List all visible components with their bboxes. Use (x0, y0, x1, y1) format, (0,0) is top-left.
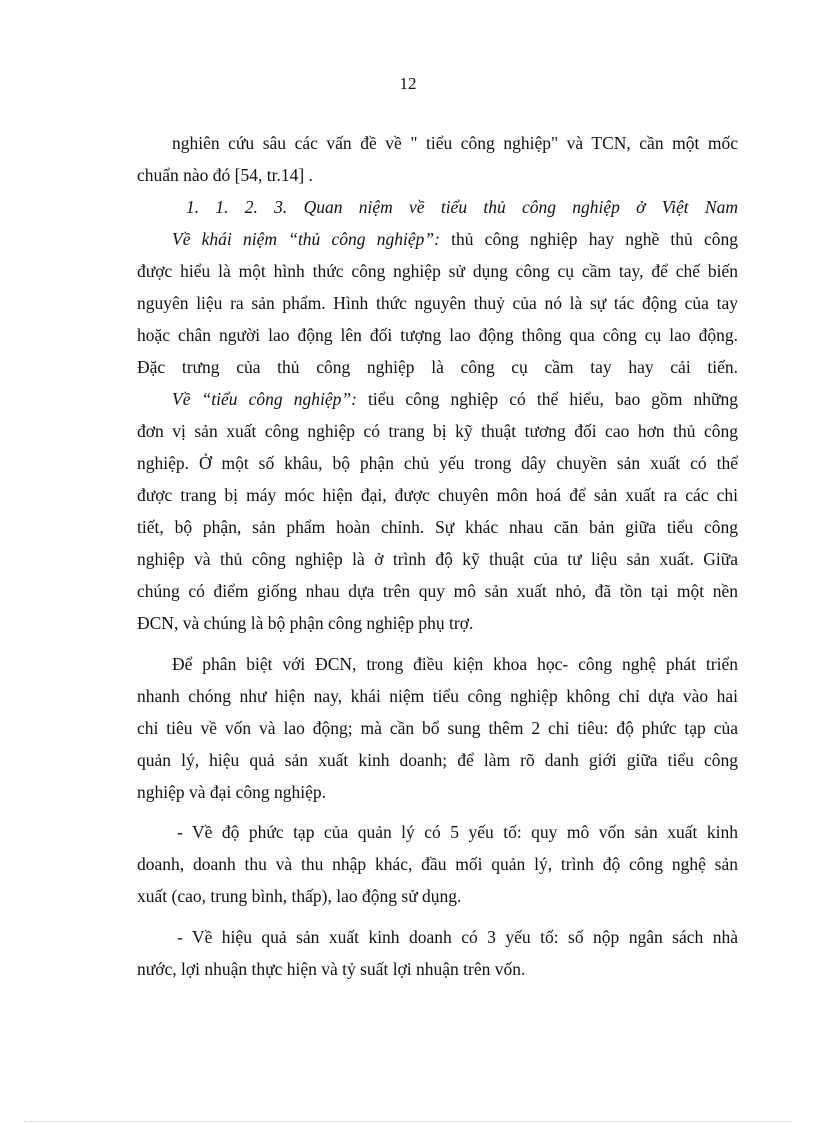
text-line: doanh, doanh thu và thu nhập khác, đầu mối quản lý, trình độ công nghệ sản (137, 854, 738, 874)
italic-term: Về khái niệm “thủ công nghiệp”: (172, 229, 440, 249)
text-line: được hiểu là một hình thức công nghiệp sử dụng công cụ cầm tay, để chế biến (137, 261, 738, 281)
text-line: xuất (cao, trung bình, thấp), lao động sử dụng. (137, 886, 462, 906)
text-run: thủ công nghiệp hay nghề thủ công (439, 229, 738, 249)
text-line (172, 389, 738, 409)
page-bottom-rule (24, 1121, 792, 1122)
section-heading: 1. 1. 2. 3. Quan niệm về tiểu thủ công nghiệp ở Việt Nam (186, 197, 738, 217)
text-line: đơn vị sản xuất công nghiệp có trang bị kỹ thuật tương đối cao hơn thủ công (137, 421, 738, 441)
text-line: tiết, bộ phận, sản phẩm hoàn chỉnh. Sự khác nhau căn bản giữa tiểu công (137, 517, 738, 537)
text-line: nước, lợi nhuận thực hiện và tỷ suất lợi nhuận trên vốn. (137, 959, 526, 979)
text-line: nguyên liệu ra sản phẩm. Hình thức nguyên thuỷ của nó là sự tác động của tay (137, 293, 738, 313)
page-number: 12 (399, 74, 417, 93)
italic-term: Về “tiểu công nghiệp”: (172, 389, 357, 409)
text-line: được trang bị máy móc hiện đại, được chuyên môn hoá để sản xuất ra các chi (137, 485, 738, 505)
text-line: nghiệp và thủ công nghiệp là ở trình độ kỹ thuật của tư liệu sản xuất. Giữa (137, 549, 738, 569)
text-line: Đặc trưng của thủ công nghiệp là công cụ cầm tay hay cải tiến. (137, 357, 738, 377)
text-run: tiểu công nghiệp có thể hiểu, bao gồm những (356, 389, 739, 409)
text-line: - Về độ phức tạp của quản lý có 5 yếu tố: quy mô vốn sản xuất kinh (177, 822, 738, 842)
text-line: chuẩn nào đó [54, tr.14] . (137, 165, 313, 185)
text-line: nghiệp. Ở một số khâu, bộ phận chủ yếu trong dây chuyền sản xuất có thể (137, 453, 738, 473)
text-line: - Về hiệu quả sản xuất kinh doanh có 3 yếu tố: số nộp ngân sách nhà (177, 927, 738, 947)
text-line: ĐCN, và chúng là bộ phận công nghiệp phụ trợ. (137, 613, 474, 633)
text-line: nghiên cứu sâu các vấn đề về " tiểu công nghiệp" và TCN, cần một mốc (172, 133, 738, 153)
text-line: Để phân biệt với ĐCN, trong điều kiện khoa học- công nghệ phát triển (172, 654, 738, 674)
text-line: quản lý, hiệu quả sản xuất kinh doanh; để làm rõ danh giới giữa tiểu công (137, 750, 738, 770)
text-line: nghiệp và đại công nghiệp. (137, 782, 327, 802)
text-line: nhanh chóng như hiện nay, khái niệm tiểu công nghiệp không chỉ dựa vào hai (137, 686, 738, 706)
text-line (172, 229, 738, 249)
text-line: chỉ tiêu về vốn và lao động; mà cần bổ sung thêm 2 chỉ tiêu: độ phức tạp của (137, 718, 738, 738)
text-line: chúng có điểm giống nhau dựa trên quy mô sản xuất nhỏ, đã tồn tại một nền (137, 581, 738, 601)
text-line: hoặc chân người lao động lên đối tượng lao động thông qua công cụ lao động. (137, 325, 738, 345)
